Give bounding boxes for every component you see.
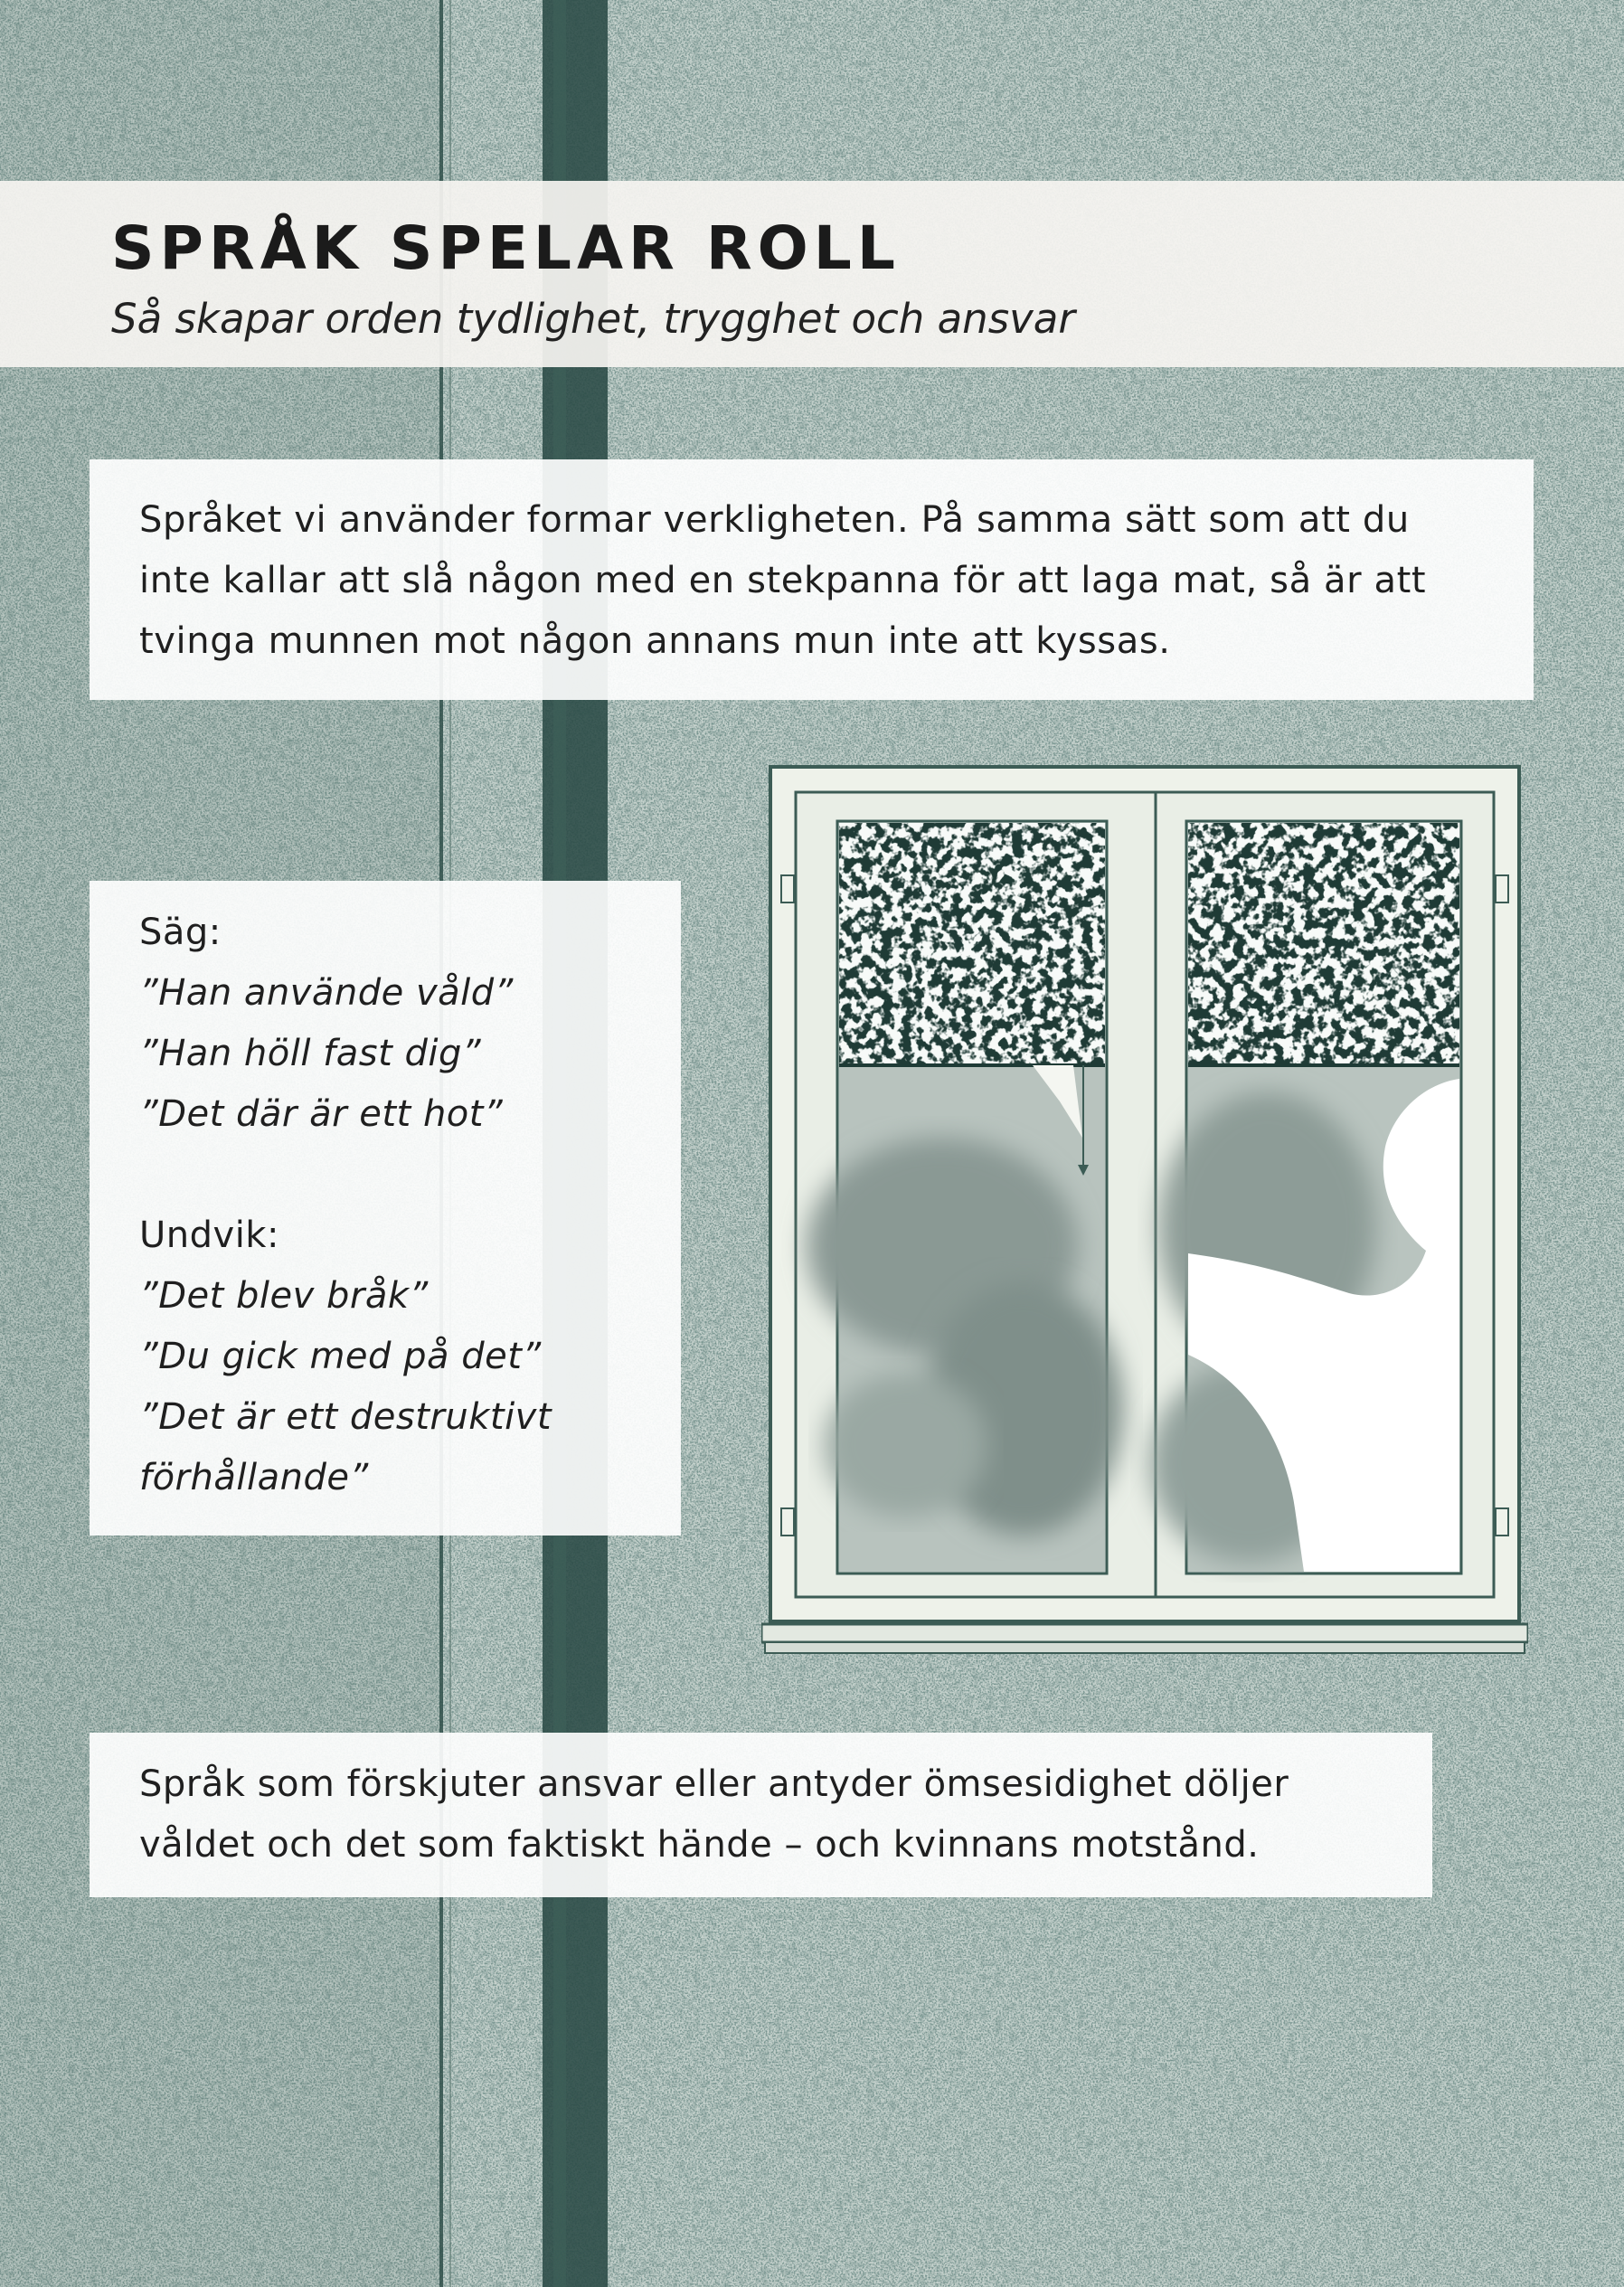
say-heading: Säg: (139, 912, 222, 953)
avoid-item: ”Du gick med på det” (139, 1336, 542, 1377)
avoid-heading: Undvik: (139, 1214, 279, 1256)
room-scene-left (807, 1067, 1123, 1572)
avoid-item: ”Det är ett destruktivt (139, 1396, 552, 1438)
say-item: ”Det där är ett hot” (139, 1093, 504, 1135)
page-subtitle: Så skapar orden tydlighet, trygghet och ansvar (111, 295, 1075, 343)
intro-box (90, 459, 1534, 700)
say-item: ”Han höll fast dig” (139, 1033, 482, 1074)
outro-box (90, 1733, 1432, 1897)
window-illustration (761, 758, 1528, 1671)
say-item: ”Han använde våld” (139, 972, 514, 1014)
outro-text: Språk som förskjuter ansvar eller antyder ömsesidighet döljer våldet och det som faktiskt hände – och kvinnans motstånd. (139, 1763, 1289, 1866)
intro-text: Språket vi använder formar verkligheten. På samma sätt som att du inte kallar att slå någon med en stekpanna för att laga mat, så är att tvinga munnen mot någon annans mun inte att kyssas. (139, 499, 1427, 662)
avoid-item: ”Det blev bråk” (139, 1275, 429, 1317)
language-examples-box (90, 881, 681, 1536)
page-title: SPRÅK SPELAR ROLL (111, 213, 901, 283)
avoid-item: förhållande” (139, 1457, 369, 1498)
